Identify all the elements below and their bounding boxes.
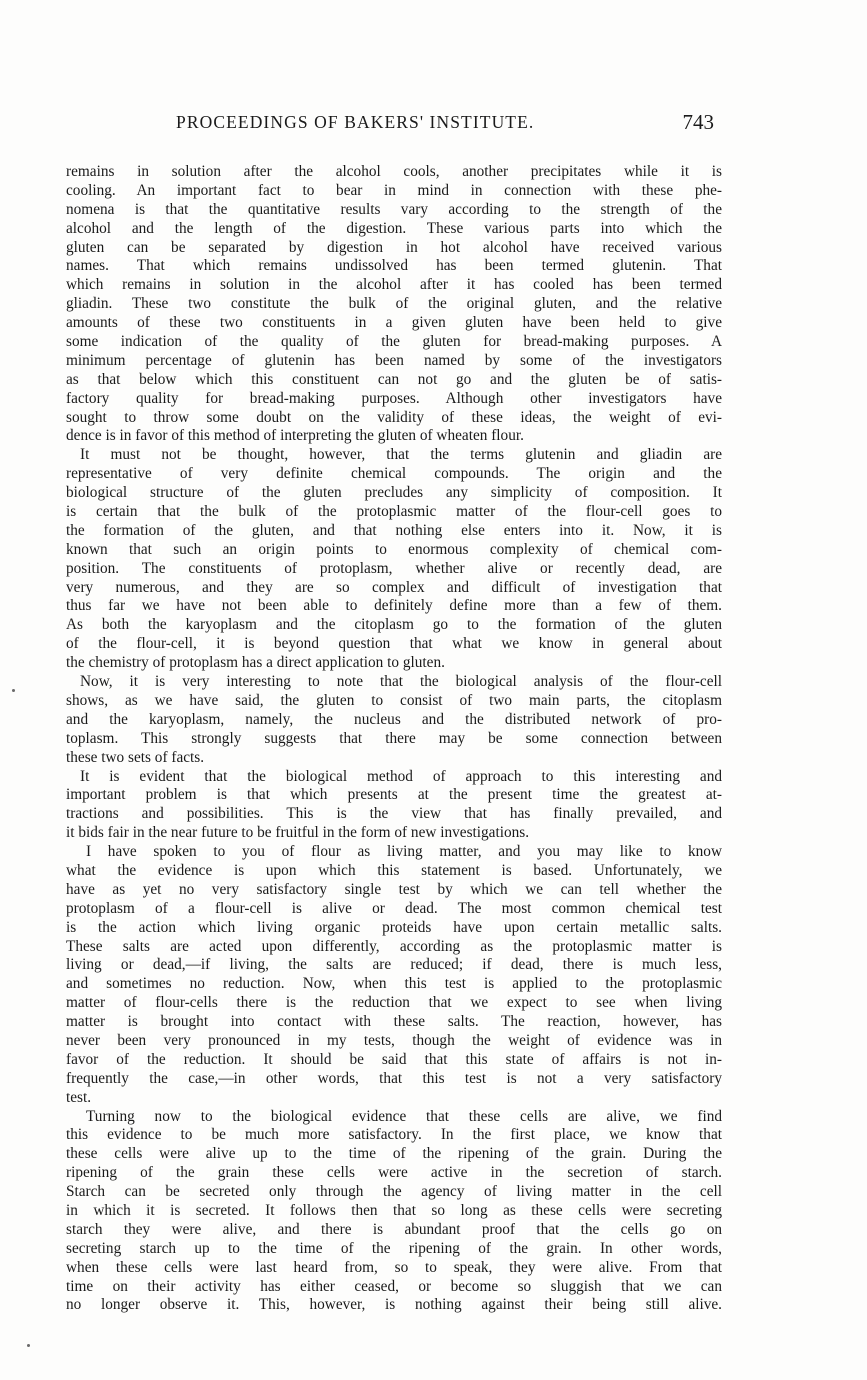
text-line: representative of very definite chemical compounds. The origin and the (66, 465, 722, 483)
running-head (66, 108, 722, 138)
print-speck (12, 689, 15, 692)
text-line: the chemistry of protoplasm has a direct application to gluten. (66, 654, 445, 672)
text-line: dence is in favor of this method of interpreting the gluten of wheaten flour. (66, 427, 524, 445)
text-line: Starch can be secreted only through the agency of living matter in the cell (66, 1183, 722, 1201)
text-line: have as yet no very satisfactory single test by which we can tell whether the (66, 880, 722, 898)
text-line: names. That which remains undissolved has been termed glutenin. That (66, 257, 722, 275)
text-line: and the karyoplasm, namely, the nucleus and the distributed network of pro- (66, 710, 722, 728)
text-line: shows, as we have said, the gluten to consist of two main parts, the citoplasm (66, 691, 722, 709)
print-speck (27, 1344, 30, 1347)
text-line: when these cells were last heard from, so to speak, they were alive. From that (66, 1258, 722, 1276)
text-line: tractions and possibilities. This is the view that has finally prevailed, and (66, 805, 722, 823)
text-line: as that below which this constituent can not go and the gluten be of satis- (66, 370, 722, 388)
text-line: of the flour-cell, it is beyond question that what we know in general about (66, 635, 722, 653)
text-line: the formation of the gluten, and that nothing else enters into it. Now, it is (66, 521, 722, 539)
text-line: cooling. An important fact to bear in mind in connection with these phe- (66, 181, 722, 199)
paragraph-start-line: It must not be thought, however, that the terms glutenin and gliadin are (80, 446, 722, 464)
text-line: some indication of the quality of the gluten for bread-making purposes. A (66, 333, 722, 351)
text-line: known that such an origin points to enormous complexity of chemical com- (66, 540, 722, 558)
text-line: and sometimes no reduction. Now, when this test is applied to the protoplasmic (66, 975, 722, 993)
text-line: gluten can be separated by digestion in hot alcohol have received various (66, 238, 722, 256)
text-line: starch they were alive, and there is abundant proof that the cells go on (66, 1220, 722, 1238)
text-line: important problem is that which presents at the present time the greatest at- (66, 786, 722, 804)
text-line: gliadin. These two constitute the bulk of the original gluten, and the relative (66, 295, 722, 313)
text-line: frequently the case,—in other words, that this test is not a very satisfactory (66, 1069, 722, 1087)
paragraph-start-line: I have spoken to you of flour as living matter, and you may like to know (86, 843, 722, 861)
text-line: favor of the reduction. It should be said that this state of affairs is not in- (66, 1050, 722, 1068)
text-line: very numerous, and they are so complex and difficult of investigation that (66, 578, 722, 596)
text-line: this evidence to be much more satisfactory. In the first place, we know that (66, 1126, 722, 1144)
text-line: matter of flour-cells there is the reduction that we expect to see when living (66, 994, 722, 1012)
text-line: these two sets of facts. (66, 748, 205, 766)
text-line: amounts of these two constituents in a given gluten have been held to give (66, 314, 722, 332)
text-line: test. (66, 1088, 92, 1106)
text-line: ripening of the grain these cells were active in the secretion of starch. (66, 1164, 722, 1182)
text-line: is certain that the bulk of the protoplasmic matter of the flour-cell goes to (66, 503, 722, 521)
text-line: it bids fair in the near future to be fruitful in the form of new investigations. (66, 824, 530, 842)
text-line: time on their activity has either ceased, or become so sluggish that we can (66, 1277, 722, 1295)
text-line: no longer observe it. This, however, is nothing against their being still alive. (66, 1296, 722, 1314)
text-line: thus far we have not been able to definitely define more than a few of them. (66, 597, 722, 615)
text-line: secreting starch up to the time of the ripening of the grain. In other words, (66, 1239, 722, 1257)
body-text (66, 163, 722, 1315)
text-line: biological structure of the gluten precludes any simplicity of composition. It (66, 484, 722, 502)
text-line: matter is brought into contact with these salts. The reaction, however, has (66, 1013, 722, 1031)
paragraph-start-line: Turning now to the biological evidence that these cells are alive, we find (86, 1107, 722, 1125)
text-line: remains in solution after the alcohol cools, another precipitates while it is (66, 163, 722, 180)
text-line: nomena is that the quantitative results vary according to the strength of the (66, 200, 722, 218)
text-line: living or dead,—if living, the salts are reduced; if dead, there is much less, (66, 956, 722, 974)
text-line: toplasm. This strongly suggests that there may be some connection between (66, 729, 722, 747)
text-line: is the action which living organic proteids have upon certain metallic salts. (66, 918, 722, 936)
text-line: in which it is secreted. It follows then that so long as these cells were secreting (66, 1201, 722, 1219)
text-line: As both the karyoplasm and the citoplasm go to the formation of the gluten (66, 616, 722, 634)
text-line: these cells were alive up to the time of the ripening of the grain. During the (66, 1145, 722, 1163)
text-line: what the evidence is upon which this statement is based. Unfortunately, we (66, 861, 722, 879)
paragraph-start-line: Now, it is very interesting to note that the biological analysis of the flour-cell (80, 673, 722, 691)
page-number: 743 (682, 110, 714, 134)
text-line: protoplasm of a flour-cell is alive or dead. The most common chemical test (66, 899, 722, 917)
paragraph-start-line: It is evident that the biological method of approach to this interesting and (80, 767, 722, 785)
running-title: PROCEEDINGS OF BAKERS' INSTITUTE. (176, 112, 535, 132)
text-line: never been very pronounced in my tests, though the weight of evidence was in (66, 1031, 722, 1049)
text-line: alcohol and the length of the digestion. These various parts into which the (66, 219, 722, 237)
text-line: which remains in solution in the alcohol after it has cooled has been termed (66, 276, 722, 294)
text-line: factory quality for bread-making purposes. Although other investigators have (66, 389, 722, 407)
text-line: position. The constituents of protoplasm, whether alive or recently dead, are (66, 559, 722, 577)
text-line: minimum percentage of glutenin has been named by some of the investigators (66, 351, 722, 369)
text-line: These salts are acted upon differently, according as the protoplasmic matter is (66, 937, 722, 955)
text-line: sought to throw some doubt on the validity of these ideas, the weight of evi- (66, 408, 722, 426)
